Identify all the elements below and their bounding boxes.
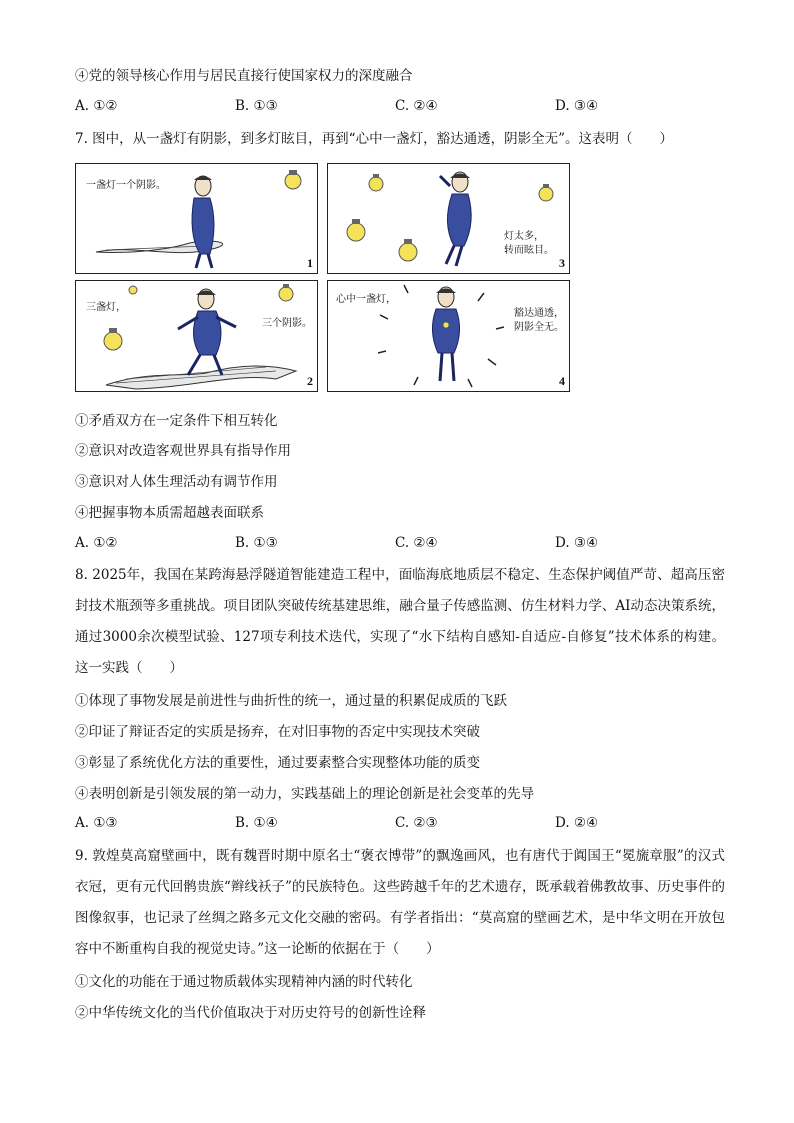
answer-c: C. ②④ bbox=[395, 535, 438, 551]
q8-option-1: ①体现了事物发展是前进性与曲折性的统一，通过量的积累促成质的飞跃 bbox=[75, 693, 507, 709]
answer-c: C. ②③ bbox=[395, 815, 438, 831]
q6-answer-row bbox=[75, 98, 725, 118]
q7-answer-row bbox=[75, 535, 725, 555]
q8-option-2: ②印证了辩证否定的实质是扬弃，在对旧事物的否定中实现技术突破 bbox=[75, 724, 480, 740]
cartoon-panel-1 bbox=[75, 163, 318, 274]
answer-b: B. ①③ bbox=[235, 535, 278, 551]
q8-stem: 8. 2025年，我国在某跨海悬浮隧道智能建造工程中，面临海底地质层不稳定、生态保护阈值严苛、超高压密封技术瓶颈等多重挑战。项目团队突破传统基建思维，融合量子传感监测、仿生材料力学、AI动态决策系统，通过3000余次模型试验、127项专利技术迭代，实现了“水下结构自感知-自适应-自修复”技术体系的构建。这一实践（ ） bbox=[75, 567, 725, 676]
panel-2-caption-left: 三盏灯， bbox=[86, 302, 126, 313]
q9-option-1: ①文化的功能在于通过物质载体实现精神内涵的时代转化 bbox=[75, 974, 413, 990]
q7-cartoon bbox=[75, 163, 569, 391]
q7-option-3: ③意识对人体生理活动有调节作用 bbox=[75, 474, 278, 490]
panel-3-caption-line1: 灯太多， bbox=[504, 231, 544, 242]
answer-a: A. ①③ bbox=[75, 815, 118, 831]
q7-option-2: ②意识对改造客观世界具有指导作用 bbox=[75, 443, 291, 459]
q7-option-1: ①矛盾双方在一定条件下相互转化 bbox=[75, 413, 278, 429]
panel-4-caption-right-line2: 阴影全无。 bbox=[514, 322, 564, 333]
q7-option-4: ④把握事物本质需超越表面联系 bbox=[75, 505, 264, 521]
q6-option-4: ④党的领导核心作用与居民直接行使国家权力的深度融合 bbox=[75, 68, 413, 84]
answer-b: B. ①③ bbox=[235, 98, 278, 114]
panel-4-number: 4 bbox=[559, 374, 565, 388]
answer-d: D. ③④ bbox=[555, 98, 599, 114]
cartoon-panel-2 bbox=[75, 280, 318, 392]
q8-option-4: ④表明创新是引领发展的第一动力，实践基础上的理论创新是社会变革的先导 bbox=[75, 786, 534, 802]
panel-2-drawing bbox=[76, 281, 317, 391]
panel-3-number: 3 bbox=[559, 256, 565, 270]
panel-3-caption-line2: 转而眩目。 bbox=[504, 245, 554, 256]
q9-stem: 9. 敦煌莫高窟壁画中，既有魏晋时期中原名士“褒衣博带”的飘逸画风，也有唐代于阗国王“冕旒章服”的汉式衣冠，更有元代回鹘贵族“辫线袄子”的民族特色。这些跨越千年的艺术遗存，既承载着佛教故事、历史事件的图像叙事，也记录了丝绸之路多元文化交融的密码。有学者指出：“莫高窟的壁画艺术，是中华文明在开放包容中不断重构自我的视觉史诗。”这一论断的依据在于（ ） bbox=[75, 848, 725, 957]
answer-d: D. ②④ bbox=[555, 815, 599, 831]
panel-1-number: 1 bbox=[307, 256, 313, 270]
answer-b: B. ①④ bbox=[235, 815, 278, 831]
panel-4-caption-left: 心中一盏灯， bbox=[336, 294, 396, 305]
panel-4-caption-right-line1: 豁达通透， bbox=[514, 308, 564, 319]
q7-stem: 7. 图中，从一盏灯有阴影，到多灯眩目，再到“心中一盏灯，豁达通透，阴影全无”。这表明（ ） bbox=[75, 131, 673, 147]
panel-2-number: 2 bbox=[307, 374, 313, 388]
answer-a: A. ①② bbox=[75, 98, 118, 114]
answer-a: A. ①② bbox=[75, 535, 118, 551]
q9-option-2: ②中华传统文化的当代价值取决于对历史符号的创新性诠释 bbox=[75, 1005, 426, 1021]
answer-d: D. ③④ bbox=[555, 535, 599, 551]
cartoon-panel-4 bbox=[327, 280, 570, 392]
panel-1-caption: 一盏灯一个阴影。 bbox=[86, 180, 166, 191]
q8-option-3: ③彰显了系统优化方法的重要性，通过要素整合实现整体功能的质变 bbox=[75, 755, 480, 771]
q8-answer-row bbox=[75, 815, 725, 835]
cartoon-panel-3 bbox=[327, 163, 570, 274]
answer-c: C. ②④ bbox=[395, 98, 438, 114]
panel-2-caption-right: 三个阴影。 bbox=[262, 318, 312, 329]
